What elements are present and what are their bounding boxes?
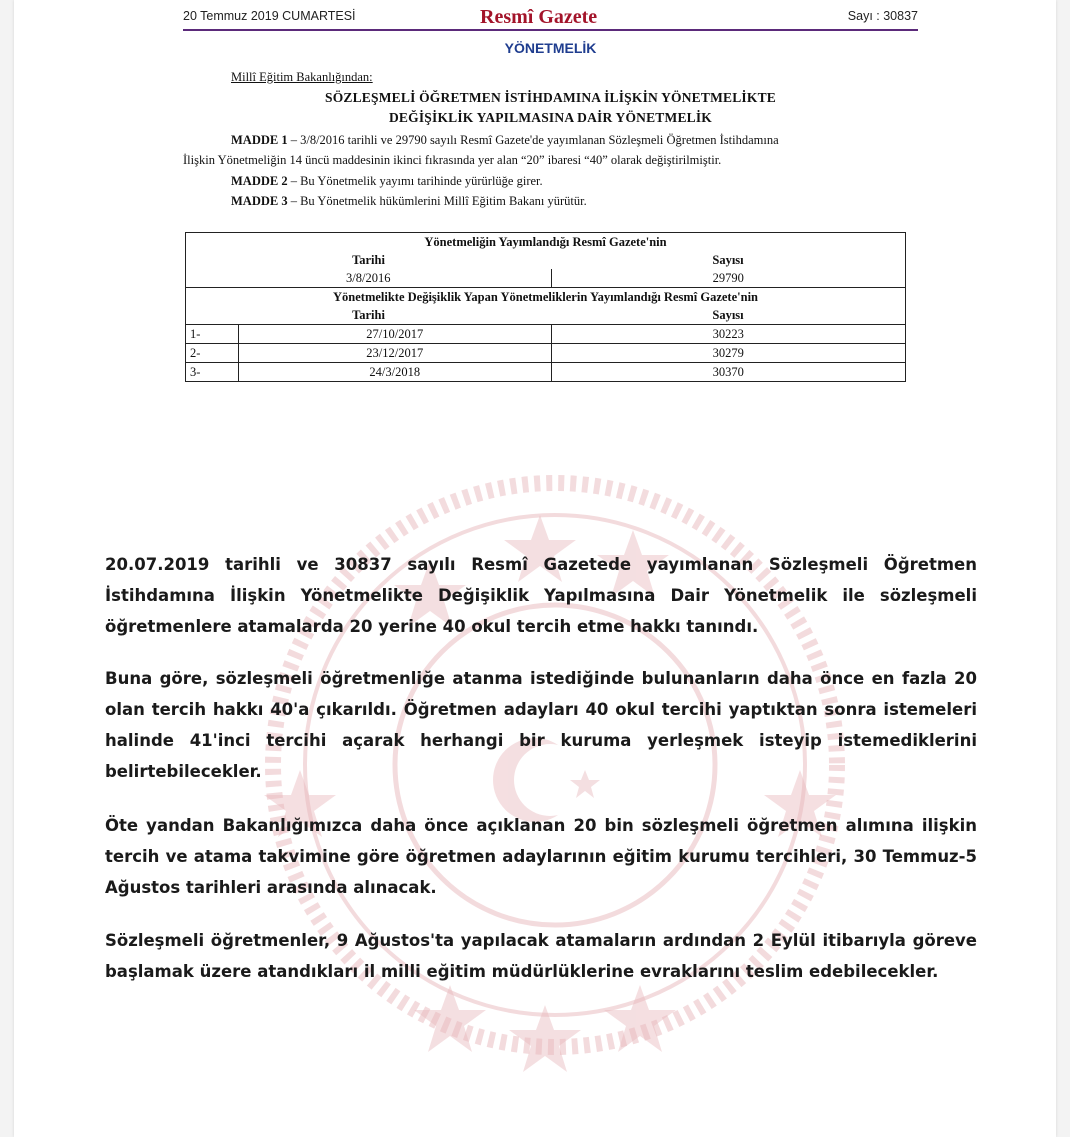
table-row xyxy=(186,344,906,363)
gazette-title: Resmî Gazete xyxy=(480,6,598,28)
row-index: 2- xyxy=(186,344,239,363)
table-row xyxy=(186,325,906,344)
gazette-history-table xyxy=(185,232,906,382)
table-row xyxy=(186,269,906,288)
article-2-label: MADDE 2 xyxy=(231,174,288,188)
column-header-date: Tarihi xyxy=(186,251,552,269)
regulation-title-line-2: DEĞİŞİKLİK YAPILMASINA DAİR YÖNETMELİK xyxy=(388,110,713,125)
paragraph-1: 20.07.2019 tarihli ve 30837 sayılı Resmî Gazetede yayımlanan Sözleşmeli Öğretmen İstihdamına İlişkin Yönetmelikte Değişiklik Yapılmasına Dair Yönetmelik ile sözleşmeli öğretmenlere atamalarda 20 yerine 40 okul tercih etme hakkı tanındı. xyxy=(105,555,977,636)
gazette-header xyxy=(183,5,918,31)
table-header-amendments: Yönetmelikte Değişiklik Yapan Yönetmeliklerin Yayımlandığı Resmî Gazete'nin xyxy=(186,288,906,307)
column-header-date: Tarihi xyxy=(186,306,552,325)
table-header-row xyxy=(186,233,906,252)
article-3 xyxy=(231,194,587,209)
article-1-text: – 3/8/2016 tarihli ve 29790 sayılı Resmî Gazete'de yayımlanan Sözleşmeli Öğretmen İstihdamına xyxy=(287,133,779,147)
row-date: 24/3/2018 xyxy=(238,363,551,382)
issuing-ministry: Millî Eğitim Bakanlığından: xyxy=(231,70,373,84)
article-2-text: – Bu Yönetmelik yayımı tarihinde yürürlüğe girer. xyxy=(287,174,543,188)
gazette-date: 20 Temmuz 2019 CUMARTESİ xyxy=(183,9,356,23)
article-3-text: – Bu Yönetmelik hükümlerini Millî Eğitim Bakanı yürütür. xyxy=(287,194,587,208)
article-3-label: MADDE 3 xyxy=(231,194,288,208)
article-1-label: MADDE 1 xyxy=(231,133,288,147)
row-date: 23/12/2017 xyxy=(238,344,551,363)
paragraph-2: Buna göre, sözleşmeli öğretmenliğe atanma istediğinde bulunanların daha önce en fazla 20 olan tercih hakkı 40'a çıkarıldı. Öğretmen adayları 40 okul tercihi yaptıktan sonra istemeleri halinde 41'inci tercihi açarak herhangi bir kuruma yerleşmek isteyip istemediklerini belirtebilecekler. xyxy=(105,669,977,781)
article-1-continuation: İlişkin Yönetmeliğin 14 üncü maddesinin ikinci fıkrasında yer alan “20” ibaresi “40” olarak değiştirilmiştir. xyxy=(183,153,722,167)
table-row xyxy=(186,363,906,382)
table-header-row xyxy=(186,288,906,307)
table-column-row xyxy=(186,306,906,325)
table-column-row xyxy=(186,251,906,269)
regulation-title-line-1: SÖZLEŞMELİ ÖĞRETMEN İSTİHDAMINA İLİŞKİN YÖNETMELİKTE xyxy=(324,90,776,105)
row-date: 27/10/2017 xyxy=(238,325,551,344)
column-header-number: Sayısı xyxy=(551,306,905,325)
row-number: 30370 xyxy=(551,363,905,382)
paragraph-4: Sözleşmeli öğretmenler, 9 Ağustos'ta yapılacak atamaların ardından 2 Eylül itibarıyla göreve başlamak üzere atandıkları il milli eğitim müdürlüklerine evraklarını teslim edebilecekler. xyxy=(105,931,977,981)
original-number: 29790 xyxy=(551,269,905,288)
table-header-original: Yönetmeliğin Yayımlandığı Resmî Gazete'nin xyxy=(186,233,906,252)
article-1 xyxy=(231,133,779,148)
row-number: 30223 xyxy=(551,325,905,344)
row-index: 1- xyxy=(186,325,239,344)
section-heading: YÖNETMELİK xyxy=(504,40,597,56)
article-2 xyxy=(231,174,543,189)
row-index: 3- xyxy=(186,363,239,382)
column-header-number: Sayısı xyxy=(551,251,905,269)
paragraph-3: Öte yandan Bakanlığımızca daha önce açıklanan 20 bin sözleşmeli öğretmen alımına ilişkin tercih ve atama takvimine göre öğretmen adaylarının eğitim kurumu tercihleri, 30 Temmuz-5 Ağustos tarihleri arasında alınacak. xyxy=(105,816,977,897)
row-number: 30279 xyxy=(551,344,905,363)
original-date: 3/8/2016 xyxy=(186,269,552,288)
gazette-issue-number: Sayı : 30837 xyxy=(847,9,918,23)
